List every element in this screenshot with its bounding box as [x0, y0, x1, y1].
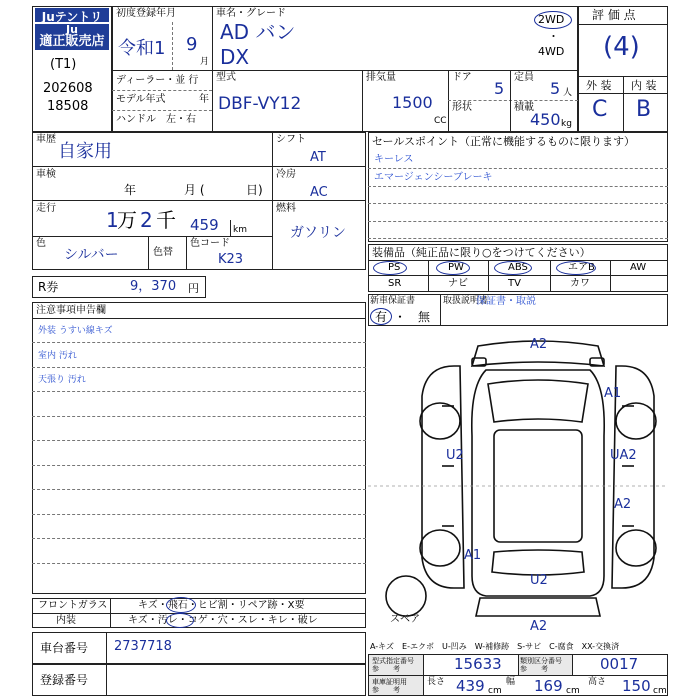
capacity-label: 定員	[514, 72, 534, 83]
notes-label: 注意事項申告欄	[36, 305, 106, 316]
model-year-unit: 年	[199, 94, 209, 105]
model-year-label: モデル年式	[116, 94, 166, 105]
chassis-number: 2737718	[114, 639, 172, 654]
displacement: 1500	[392, 93, 433, 112]
width-label: 幅	[506, 677, 516, 687]
spare-tire	[386, 576, 426, 616]
drive-dot: ・	[548, 30, 559, 43]
equipment-col-divider	[550, 260, 551, 292]
interior-row-label: 内装	[56, 615, 76, 626]
warranty-sep: ・	[394, 310, 407, 324]
damage-mark: U2	[446, 448, 464, 463]
ac-label: 冷房	[276, 169, 296, 180]
windshield	[488, 380, 588, 422]
note-divider	[32, 489, 366, 490]
width-unit: cm	[566, 686, 580, 696]
height-value: 150	[622, 677, 651, 695]
damage-mark: A2	[530, 619, 548, 634]
interior-dirt-circle	[166, 613, 194, 628]
rear-right-wheel	[616, 530, 656, 566]
shift-label: シフト	[276, 134, 306, 145]
equipment-item: ABS	[508, 262, 528, 273]
damage-mark: A1	[464, 548, 482, 563]
inspection-month: 月 (	[184, 183, 205, 197]
interior-condition: キズ・汚レ・コゲ・穴・スレ・キレ・破レ	[128, 615, 318, 626]
note-divider	[32, 538, 366, 539]
fuel-label: 燃料	[276, 203, 296, 214]
reg-era: 令和1	[118, 38, 166, 59]
equipment-col-divider	[428, 260, 429, 292]
sales-label: セールスポイント（正常に機能するものに限ります）	[372, 135, 636, 148]
glass-label: フロントガラス	[38, 600, 108, 611]
cert-label: 車庫証明用 参 考	[372, 678, 407, 694]
car-name-label: 車名・グレード	[216, 8, 286, 19]
displacement-label: 排気量	[366, 72, 396, 83]
color-label: 色	[36, 238, 46, 249]
sales-divider	[368, 168, 668, 169]
warranty-label: 新車保証書	[370, 296, 416, 306]
interior-label: 内 装	[631, 79, 657, 92]
history-value: 自家用	[58, 141, 112, 162]
left-side-outline	[422, 366, 464, 588]
recycle-unit: 円	[188, 282, 199, 295]
color-code-label: 色コード	[190, 238, 230, 249]
ju-mark: Ju	[66, 23, 78, 36]
equipment-col-divider	[610, 260, 611, 292]
equipment-item: AW	[630, 262, 647, 273]
interior-score: B	[636, 97, 652, 122]
chassis-label: 車台番号	[40, 641, 89, 655]
reg-month: 9	[186, 34, 198, 55]
mileage-rest: 459	[190, 216, 219, 234]
front-left-wheel	[420, 403, 460, 439]
note-divider	[32, 465, 366, 466]
note-divider	[32, 514, 366, 515]
class-number: 0017	[600, 655, 639, 673]
mileage-10k: 1	[106, 208, 119, 232]
equipment-circle	[494, 261, 532, 275]
score-label: 評 価 点	[592, 8, 636, 22]
history-label: 車歴	[36, 134, 56, 145]
dealer-logo	[35, 24, 109, 50]
reg-date-label: 初度登録年月	[116, 8, 176, 19]
exterior-label: 外 装	[586, 79, 612, 92]
note-divider	[32, 563, 366, 564]
brand-logo: Juテントリ	[35, 8, 109, 22]
note-item: 室内 汚れ	[38, 350, 77, 361]
mileage-1k: 2	[140, 208, 153, 232]
equipment-item: PS	[388, 262, 401, 273]
shape-label: 形状	[452, 102, 472, 113]
inspection-day: 日)	[246, 183, 263, 197]
color-change-label: 色替	[153, 247, 173, 258]
equipment-item: カワ	[570, 278, 590, 289]
displacement-unit: CC	[434, 116, 447, 126]
dealer-label: ディーラー・並 行	[116, 75, 199, 86]
damage-mark: A2	[530, 337, 548, 352]
height-label: 高さ	[588, 677, 607, 687]
equipment-item: ナビ	[448, 278, 468, 289]
reg-month-unit: 月	[200, 57, 210, 67]
height-unit: cm	[653, 686, 667, 696]
recycle-fee: 9，370	[130, 279, 177, 294]
sales-divider	[368, 238, 668, 239]
plate-label: 登録番号	[40, 673, 89, 687]
mileage-1k-unit: 千	[156, 208, 176, 232]
load-capacity: 450	[530, 110, 561, 129]
color-value: シルバー	[64, 247, 119, 263]
length-unit: cm	[488, 686, 502, 696]
glass-chip-circle	[166, 597, 196, 613]
drive-4wd: 4WD	[538, 45, 565, 58]
equipment-circle	[373, 261, 407, 275]
manual-value: 保証書・取説	[476, 296, 536, 307]
load-label: 積載	[514, 102, 534, 113]
mileage-unit: km	[233, 225, 247, 235]
model-code: DBF-VY12	[218, 94, 302, 114]
door-label: ドア	[452, 72, 472, 83]
manual-label: 取扱説明書	[443, 296, 489, 306]
equipment-item: TV	[508, 278, 521, 289]
sales-box	[368, 132, 668, 242]
mileage-label: 走行	[36, 203, 56, 214]
car-grade: DX	[220, 45, 250, 69]
note-divider	[32, 367, 366, 368]
note-item: 天張り 汚れ	[38, 375, 86, 385]
sales-divider	[368, 186, 668, 187]
recycle-label: R券	[38, 280, 59, 294]
spare-label: スペア	[390, 614, 420, 625]
lot-id-2: 18508	[47, 99, 89, 114]
car-name: AD バン	[220, 20, 296, 44]
sales-point-item: エマージェンシーブレーキ	[374, 171, 493, 183]
model-code-label: 型式	[216, 72, 236, 83]
inspection-year: 年	[124, 183, 137, 197]
sales-point-item: キーレス	[374, 154, 414, 165]
score-value: (4)	[603, 32, 640, 62]
type-number: 15633	[454, 655, 502, 673]
rear-window	[492, 550, 584, 575]
ac-value: AC	[310, 185, 328, 200]
front-right-wheel	[616, 403, 656, 439]
shift-value: AT	[310, 150, 326, 165]
capacity: 5	[550, 79, 561, 98]
note-divider	[32, 416, 366, 417]
note-item: 外装 うすい線キズ	[38, 326, 113, 336]
color-code: K23	[218, 252, 244, 267]
glass-condition: キズ・飛石・ヒビ割・リペア跡・X要	[138, 600, 305, 611]
width-value: 169	[534, 677, 563, 695]
damage-mark: U2	[530, 573, 548, 588]
inspection-label: 車検	[36, 169, 56, 180]
drive-2wd: 2WD	[538, 13, 565, 26]
dealer-badge: 適正販売店	[39, 34, 105, 49]
auction-code: (T1)	[50, 57, 77, 72]
exterior-score: C	[592, 97, 608, 122]
equipment-circle	[556, 261, 596, 275]
sales-divider	[368, 203, 668, 204]
capacity-unit: 人	[563, 88, 573, 98]
car-body-diagram	[368, 326, 668, 626]
sales-divider	[368, 221, 668, 222]
handle-label: ハンドル 左・右	[116, 114, 196, 125]
equipment-label: 装備品（純正品に限り○をつけてください）	[372, 246, 591, 259]
damage-mark: A1	[604, 386, 622, 401]
equipment-item: エアB	[568, 262, 595, 273]
warranty-no: 無	[418, 310, 431, 324]
equipment-col-divider	[488, 260, 489, 292]
fuel-value: ガソリン	[290, 225, 346, 241]
mileage-10k-unit: 万	[117, 208, 137, 232]
lot-id-1: 202608	[43, 81, 93, 96]
load-unit: kg	[561, 119, 572, 129]
rear-left-wheel	[420, 530, 460, 566]
type-number-label: 型式指定番号 参 考	[372, 657, 414, 673]
equipment-item: PW	[448, 262, 464, 273]
equipment-circle	[436, 261, 470, 275]
note-divider	[32, 342, 366, 343]
length-value: 439	[456, 677, 485, 695]
note-divider	[32, 391, 366, 392]
length-label: 長さ	[427, 677, 446, 687]
damage-legend: A-キズ E-エクボ U-凹み W-補修跡 S-サビ C-腐食 XX-交換済	[370, 642, 620, 651]
damage-mark: UA2	[610, 448, 637, 463]
damage-mark: A2	[614, 497, 632, 512]
door-count: 5	[494, 79, 505, 98]
notes-box	[32, 302, 366, 594]
note-divider	[32, 440, 366, 441]
equipment-item: SR	[388, 278, 402, 289]
warranty-yes: 有	[375, 310, 388, 324]
rear-bumper-outline	[476, 598, 600, 616]
class-number-label: 類別区分番号 参 考	[520, 657, 562, 673]
